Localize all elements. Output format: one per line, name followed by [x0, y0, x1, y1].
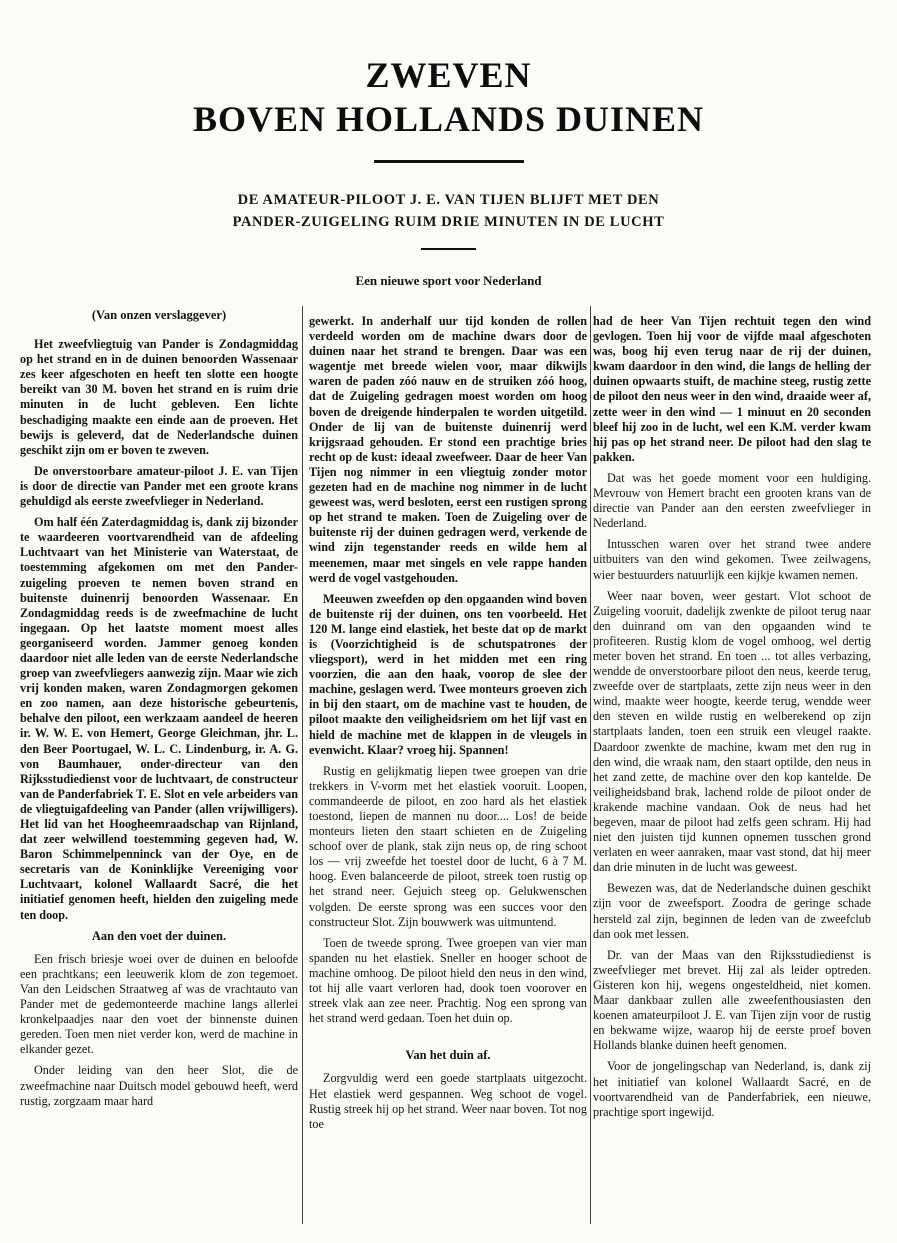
headline-line-1: ZWEVEN: [365, 55, 532, 95]
lead-paragraph-2: De onverstoorbare amateur-piloot J. E. van Tijen is door de directie van Pander met een groote krans gehuldigd als eerste zweefvlieger in Nederland.: [20, 463, 298, 509]
paragraph: Bewezen was, dat de Nederlandsche duinen geschikt zijn voor de zweefsport. Zoodra de geringe schade hersteld zal zijn, beginnen de leden van de zweefclub dan ook met lessen.: [593, 881, 871, 941]
paragraph: Een frisch briesje woei over de duinen en beloofde een prachtkans; een leeuwerik klom de zon tegemoet. Van den Leidschen Straatweg af was de vrachtauto van Pander met de gedemonteerde machine langs allerlei kronkelpaadjes naar den voet der binnenste duinen gereden. Toen men niet verder kon, werd de machine in elkander gezet.: [20, 951, 298, 1057]
paragraph: Intusschen waren over het strand twee andere uitbuiters van den wind gekomen. Twee zeilwagens, wier bestuurders natuurlijk een kijkje kwamen nemen.: [593, 537, 871, 582]
paragraph: Weer naar boven, weer gestart. Vlot schoot de Zuigeling vooruit, dadelijk zwenkte de piloot terug naar den duinrand om van den opgaanden wind te profiteeren. Rustig klom de vogel omhoog, wel dertig meter boven het strand. En toen ... tot alles verbazing, wendde de onverstoorbare piloot den neus, keerde terug, zweefde over de startplaats, zette zijn neus weer in den wind, maakte weer hoogte, keerde terug, wendde weer den steven en wilde rustig en welberekend op zijn startplaats landen, toen een struik een vleugel raakte. Daardoor zwenkte de machine, kwam met den rug in den wind, die wraak nam, den staart optilde, den neus in het zand zette, de machine over den kop kantelde. De veiligheidsband brak, lachend rolde de piloot onder de krakende machine vandaan. Ook de neus had het begeven, maar de piloot had zelfs geen schram. Hij had niet den juisten tijd kunnen opnemen tusschen grond verlaten en weer aanraken, maar vast stond, dat hij meer dan drie minuten in de lucht was geweest.: [593, 588, 871, 875]
byline: (Van onzen verslaggever): [91, 308, 227, 322]
lead-paragraph: Het zweefvliegtuig van Pander is Zondagmiddag op het strand en in de duinen benoorden Wassenaar zes keer afgeschoten en heeft ten slotte een hoogte bereikt van 30 M. boven het strand en is ruim drie minuten in de lucht gebleven. Een lichte beschadiging maakte een einde aan de proeven. Het bewijs is geleverd, dat de Nederlandsche duinen geschikt zijn om er boven te zweven.: [20, 337, 298, 457]
column-divider: [302, 306, 303, 1224]
section-heading: Van het duin af.: [405, 1048, 491, 1063]
subheadline-rule: [421, 248, 476, 250]
paragraph: Dat was het goede moment voor een huldiging. Mevrouw von Hemert bracht een grooten krans van de directie van Pander aan den eersten zweefvlieger in Nederland.: [593, 470, 871, 531]
headline-line-2: BOVEN HOLLANDS DUINEN: [192, 99, 705, 139]
column-3: [593, 314, 871, 1126]
paragraph: gewerkt. In anderhalf uur tijd konden de rollen verdeeld worden om de machine dwars door de duinen naar het strand te brengen. Daar was een wagentje met breede wielen voor, maar dikwijls waren de paden zóó nauw en de struiken zóó hoog, dat de Zuigeling gedragen moest worden om hoog boven de dreigende hinderpalen te worden uitgetild. Onder de lij van de buitenste duinenrij werd krijgsraad gehouden. Er stond een prachtige bries recht op de kust: ideaal zweefweer. Daar de heer Van Tijen nog nimmer in een vliegtuig zonder motor gezeten had en de machine nog nimmer in de lucht geweest was, werd besloten, eerst een rustigen sprong op het strand te maken. Toen de Zuigeling over de buitenste rij der duinen gedragen werd, verkende de wind zijn tegenstander reeds en wilde hem al meenemen, maar met singels en vele rappe handen werd de vogel vastgehouden.: [309, 314, 587, 585]
subheadline-line-1: DE AMATEUR-PILOOT J. E. VAN TIJEN BLIJFT MET DEN: [237, 192, 660, 208]
paragraph: Zorgvuldig werd een goede startplaats uitgezocht. Het elastiek werd gespannen. Weg schoot de vogel. Rustig streek hij op het strand. Weer naar boven. Tot nog toe: [309, 1071, 587, 1131]
paragraph: Om half één Zaterdagmiddag is, dank zij bizonder te waardeeren voortvarendheid van de afdeeling Luchtvaart van het Ministerie van Waterstaat, de toestemming afgekomen om met den Pander-zuigeling proeven te nemen boven strand en buitenste duinenrij benoorden Wassenaar. En Zondagmiddag reeds is de zweefmachine de lucht ingegaan. Op het laatste moment moest alles georganiseerd worden. Jammer genoeg konden daardoor niet alle leden van de eerste Nederlandsche groep van zweefvliegers aanwezig zijn. Maar wie zich vrij konden maken, waren Zondagmorgen gekomen en zoo namen, aan deze historische gebeurtenis, behalve den piloot, een werkzaam aandeel de heeren ir. W. W. E. von Hemert, George Gleichman, jhr. L. den Beer Poortugael, W. L. C. Lindenburg, ir. A. G. von Baumhauer, onder-directeur van den Rijksstudiedienst voor de luchtvaart, de constructeur van de Panderfabriek T. E. Slot en vele arbeiders van de vliegtuigafdeeling van Pander (allen vrijwilligers). Het lid van het Hoogheemraadschap van Rijnland, dat zeer welwillend toestemming gegeven had, W. Baron Schimmelpenninck van der Oye, en de secretaris van de Koninklijke Vereeniging voor Luchtvaart, kolonel Wallaardt Sacré, die het initiatief genomen heeft, hielden den zuigeling mede ten doop.: [20, 515, 298, 922]
paragraph: Meeuwen zweefden op den opgaanden wind boven de buitenste rij der duinen, ons ten voorbeeld. Het 120 M. lange eind elastiek, het beste dat op de markt is (Voorzichtigheid is de schutspatrones der vliegsport), werd in het midden met een ring voorzien, die aan den haak, voorop de slee der machine, geslagen werd. Twee monteurs groeven zich in bij den staart, om de machine vast te houden, de piloot maakte den veiligheidsriem om het lijf vast en hield de machine met de klappen in de vleugels in evenwicht. Klaar? vroeg hij. Spannen!: [309, 591, 587, 757]
column-divider: [590, 306, 591, 1224]
paragraph: Rustig en gelijkmatig liepen twee groepen van drie trekkers in V-vorm met het elastiek vooruit. Loopen, commandeerde de piloot, en zoo hard als het elastiek toestond, liepen de mannen nu door.... Los! de beide monteurs lieten den staart schieten en de Zuigeling schoof over de plank, stak zijn neus op, de ring schoot los — vrij zweefde het toestel door de lucht, 6 à 7 M. hoog. Even balanceerde de piloot, streek toen rustig op het strand neer. Gejuich steeg op. Gelukwenschen volgden. De eerste sprong was een succes voor den constructeur Slot. Zijn bouwwerk was uitmuntend.: [309, 763, 587, 929]
headline-rule: [374, 160, 524, 163]
column-2: [309, 314, 587, 1138]
paragraph: Dr. van der Maas van den Rijksstudiedienst is zweefvlieger met brevet. Hij zal als leider optreden. Gisteren kon hij, wegens ongesteldheid, niet komen. Maar dankbaar zullen alle zweefenthousiasten den koenen amateurpiloot J. E. van Tijen zijn voor de rustig en bekwame wijze, waarop hij de eerste proef boven Hollands blanke duinen heeft genomen.: [593, 947, 871, 1053]
paragraph: Toen de tweede sprong. Twee groepen van vier man spanden nu het elastiek. Sneller en hooger schoot de machine omhoog. De piloot hield den neus in den wind, tot hij alle vaart verloren had, dook toen voorover en streek vlak aan zee neer. Prachtig. Nog een sprong van het strand werd gedaan. Toen het duin op.: [309, 935, 587, 1026]
paragraph: had de heer Van Tijen rechtuit tegen den wind gevlogen. Toen hij voor de vijfde maal afgeschoten was, boog hij even terug naar de rij der duinen, kwam daardoor in den wind, die langs de helling der duinen opwaarts stuift, de machine steeg, rustig zette de piloot den neus weer in den wind, draaide weer af, zette weer in den wind — 1 minuut en 20 seconden bleef hij zoo in de lucht, wel een K.M. verder kwam hij pas op het strand neer. De piloot had den slag te pakken.: [593, 314, 871, 464]
column-1: [20, 308, 298, 1115]
subheadline-line-2: PANDER-ZUIGELING RUIM DRIE MINUTEN IN DE LUCHT: [232, 214, 665, 230]
subheadline: [0, 189, 897, 233]
kicker: Een nieuwe sport voor Nederland: [355, 273, 542, 288]
paragraph: Voor de jongelingschap van Nederland, is, dank zij het initiatief van kolonel Wallaardt Sacré, en de voortvarendheid van de Panderfabriek, een nieuwe, prachtige sport ingewijd.: [593, 1059, 871, 1119]
section-heading: Aan den voet der duinen.: [91, 928, 227, 943]
paragraph: Onder leiding van den heer Slot, die de zweefmachine naar Duitsch model gebouwd heeft, werd rustig, zorgzaam maar hard: [20, 1063, 298, 1108]
